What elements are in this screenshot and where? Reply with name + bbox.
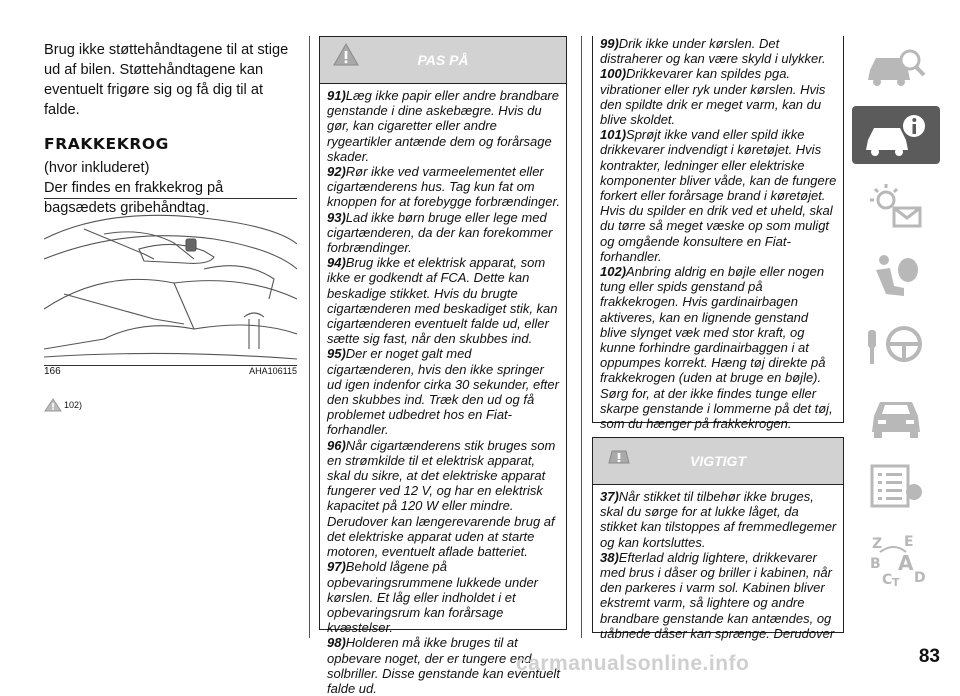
warning-entry: 100)Drikkevarer kan spildes pga. vibrationer eller ryk under kørslen. Hvis den spildte drik er meget varm, kan du blive skoldet. xyxy=(600,66,826,128)
svg-text:E: E xyxy=(904,534,914,550)
coat-hook-figure xyxy=(44,198,297,377)
important-entry: 37)Når stikket til tilbehør ikke bruges, skal du sørge for at lukke låget, da stikket kan tilstoppes af fremmedlegemer og kan kortsluttes. xyxy=(600,489,837,550)
figure-code: AHA106115 xyxy=(249,366,297,376)
page-number: 83 xyxy=(918,646,940,667)
car-search-icon xyxy=(864,42,928,90)
important-box-header xyxy=(593,438,843,485)
section-subtitle: (hvor inkluderet) xyxy=(44,160,150,176)
svg-text:D: D xyxy=(914,570,926,586)
tab-index[interactable] xyxy=(852,526,940,588)
svg-text:C: C xyxy=(882,572,893,588)
tab-car-search[interactable] xyxy=(852,36,940,94)
airbag-seat-icon xyxy=(864,252,928,300)
alphabet-index-icon xyxy=(864,532,928,588)
warning-entry: 97)Behold lågene på opbevaringsrummene lukkede under kørslen. Et låg eller indholdet i et opbevaringsrum kan forårsage kvæstelser. xyxy=(327,559,539,636)
tab-warning-lights[interactable] xyxy=(852,176,940,234)
note-reference-label: 102) xyxy=(64,400,83,410)
warning-entry: 92)Rør ikke ved varmeelementet eller cigartænderens hus. Tag kun fat om knoppen for at forebygge forbrændinger. xyxy=(327,164,560,210)
car-info-icon xyxy=(864,112,928,160)
section-heading: FRAKKEKROG xyxy=(44,135,169,153)
car-front-icon xyxy=(864,392,928,440)
figure-image xyxy=(44,198,297,366)
warning-entry: 98)Holderen må ikke bruges til at opbevare noget, der er tungere end solbriller. Disse genstande kan eventuelt falde ud. xyxy=(327,635,560,696)
tab-technical-data[interactable] xyxy=(852,456,940,514)
caution-box-header xyxy=(320,37,566,84)
warning-entry: 95)Der er noget galt med cigartænderen, hvis den ikke springer ud igen indenfor cirka 30 sekunder, efter den skubbes ind. Træk den ud og få problemet udbedret hos en Fiat-forhandler. xyxy=(327,346,559,438)
svg-text:T: T xyxy=(892,576,900,588)
tab-car-info[interactable] xyxy=(852,106,940,164)
caution-box xyxy=(319,36,567,696)
warning-entry: 94)Brug ikke et elektrisk apparat, som ikke er godkendt af FCA. Dette kan beskadige stikket. Hvis du brugte cigartænderen med beskadiget stik, kan cigartænderen eventuelt falde ud, eller sætte sig fast, når den skubbes ind. xyxy=(327,255,558,347)
tab-starting-driving[interactable] xyxy=(852,316,940,374)
warning-entry: 101)Sprøjt ikke vand eller spild ikke drikkevarer indvendigt i køretøjet. Hvis kontrakter, ledninger eller elektriske komponenter bliver våde, kan de fungere forkert eller forårsage brand i køretøjet. Hvis du spilder en drik ved et uheld, skal du tørre så meget væske op som muligt og omgående konsultere en Fiat-forhandler. xyxy=(600,127,837,264)
warning-triangle-icon xyxy=(44,398,62,412)
tab-safety[interactable] xyxy=(852,246,940,304)
caution-entries-continued xyxy=(593,36,843,431)
left-column xyxy=(44,40,299,218)
key-steering-icon xyxy=(864,322,928,370)
figure-number: 166 xyxy=(44,366,61,377)
section-body: Der findes en frakkekrog på bagsædets gribehåndtag. xyxy=(44,180,224,216)
warning-entry: 93)Lad ikke børn bruge eller lege med cigartænderen, da der kan forekommer forbrændinger. xyxy=(327,209,553,256)
warning-entry: 99)Drik ikke under kørslen. Det distraherer og kan være skyld i ulykker. xyxy=(600,36,826,67)
note-reference xyxy=(44,398,82,412)
car-interior-illustration xyxy=(44,199,297,365)
intro-paragraph: Brug ikke støttehåndtagene til at stige ud af bilen. Støttehåndtagene kan eventuelt frigøre sig og få dig til at falde. xyxy=(44,42,289,118)
caution-box-continued xyxy=(592,36,844,432)
caution-title: PAS PÅ xyxy=(417,52,469,68)
important-title: VIGTIGT xyxy=(690,453,746,469)
svg-text:B: B xyxy=(870,556,881,572)
warning-entry: 91)Læg ikke papir eller andre brandbare genstande i dine askebægre. Hvis du gør, kan cigaretter eller andre rygeartikler antænde dem og forårsage skader. xyxy=(327,88,559,164)
tab-emergency[interactable] xyxy=(852,386,940,444)
svg-text:A: A xyxy=(898,551,914,575)
column-divider xyxy=(309,36,310,638)
column-divider xyxy=(581,36,582,638)
watermark: carmanualsonline.info xyxy=(516,652,750,675)
svg-text:Z: Z xyxy=(872,536,883,552)
warning-entry: 96)Når cigartænderens stik bruges som en strømkilde til et elektrisk apparat, skal du sikre, at det elektriske apparat fungerer ved 12 V, og har en elektrisk kapacitet på 120 W eller mindre. Derudover kan længerevarende brug af det elektriske apparat uden at starte motoren, eventuelt aflade batteriet. xyxy=(327,437,556,560)
important-entry: 38)Efterlad aldrig lightere, drikkevarer med brus i dåser og briller i kabinen, når den parkeres i varm sol. Kabinen bliver ekstremt varm, så lightere og andre brandbare genstande kan antændes, og uåbnede dåser kan sprænge. Derudover xyxy=(600,549,835,641)
important-entries xyxy=(593,485,843,641)
warning-lights-icon xyxy=(864,182,928,230)
caution-entries xyxy=(320,84,566,696)
warning-entry: 102)Anbring aldrig en bøjle eller nogen tung eller spids genstand på frakkekrogen. Hvis gardinairbagen aktiveres, kan en lignende genstand blive slynget væk med stor kraft, og kunne forhindre gardinairbaggen i at oppumpes korrekt. Hæng tøj direkte på frakkekrogen (uden at bruge en bøjle). Sørg for, at der ikke findes tunge eller skarpe genstande i lommerne på det tøj, som du hænger på frakkekrogen. xyxy=(600,264,833,432)
technical-list-icon xyxy=(864,462,928,510)
important-box xyxy=(592,437,844,641)
